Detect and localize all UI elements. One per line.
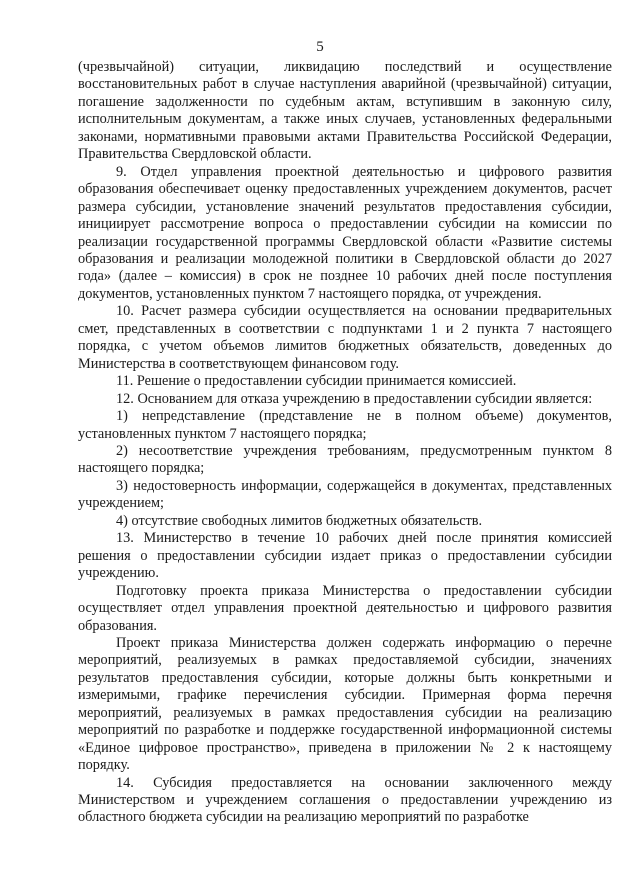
paragraph-order-preparation: Подготовку проекта приказа Министерства о предоставлении субсидии осуществляет отдел управления проектной деятельностью и цифрового развития образования.: [78, 582, 612, 634]
subitem-12-3: 3) недостоверность информации, содержащейся в документах, представленных учреждением;: [78, 477, 612, 512]
document-body: [78, 59, 612, 827]
paragraph-continuation: (чрезвычайной) ситуации, ликвидацию последствий и осуществление восстановительных работ в случае наступления аварийной (чрезвычайной) ситуации, погашение задолженности по судебным актам, вступившим в законную силу, исполнительным документам, а также иных случаев, установленных федеральными законами, нормативными правовыми актами Правительства Российской Федерации, Правительства Свердловской области.: [78, 59, 612, 163]
paragraph-order-content: Проект приказа Министерства должен содержать информацию о перечне мероприятий, реализуемых в рамках предоставляемой субсидии, значениях результатов предоставления субсидии, которые должны быть конкретными и измеримыми, графике перечисления субсидии. Примерная форма перечня мероприятий, реализуемых в рамках предоставления субсидии на реализацию мероприятий по разработке и поддержке государственной информационной системы «Единое цифровое пространство», приведена в приложении № 2 к настоящему порядку.: [78, 634, 612, 774]
subitem-12-4: 4) отсутствие свободных лимитов бюджетных обязательств.: [116, 512, 483, 529]
subitem-12-2: 2) несоответствие учреждения требованиям, предусмотренным пунктом 8 настоящего порядка;: [78, 442, 612, 477]
page-number: 5: [316, 39, 324, 55]
paragraph-item-10: 10. Расчет размера субсидии осуществляется на основании предварительных смет, представленных в соответствии с подпунктами 1 и 2 пункта 7 настоящего порядка, с учетом объемов лимитов бюджетных обязательств, доведенных до Министерства в соответствующем финансовом году.: [78, 303, 612, 372]
paragraph-item-14: 14. Субсидия предоставляется на основании заключенного между Министерством и учреждением соглашения о предоставлении учреждению из областного бюджета субсидии на реализацию мероприятий по разработке: [78, 774, 612, 826]
paragraph-item-11: 11. Решение о предоставлении субсидии принимается комиссией.: [116, 373, 517, 390]
paragraph-item-12: 12. Основанием для отказа учреждению в предоставлении субсидии является:: [116, 390, 593, 407]
subitem-12-1: 1) непредставление (представление не в полном объеме) документов, установленных пунктом 7 настоящего порядка;: [78, 408, 612, 442]
paragraph-item-9: 9. Отдел управления проектной деятельностью и цифрового развития образования обеспечивает оценку предоставленных учреждением документов, расчет размера субсидии, установление значений результатов предоставления субсидии, инициирует рассмотрение вопроса о предоставлении субсидии на комиссии по реализации государственной программы Свердловской области «Развитие системы образования и реализации молодежной политики в Свердловской области до 2027 года» (далее – комиссия) в срок не позднее 10 рабочих дней после поступления документов, установленных пунктом 7 настоящего порядка, от учреждения.: [78, 163, 612, 302]
paragraph-item-13: 13. Министерство в течение 10 рабочих дней после принятия комиссией решения о предоставлении субсидии издает приказ о предоставлении субсидии учреждению.: [78, 530, 612, 582]
